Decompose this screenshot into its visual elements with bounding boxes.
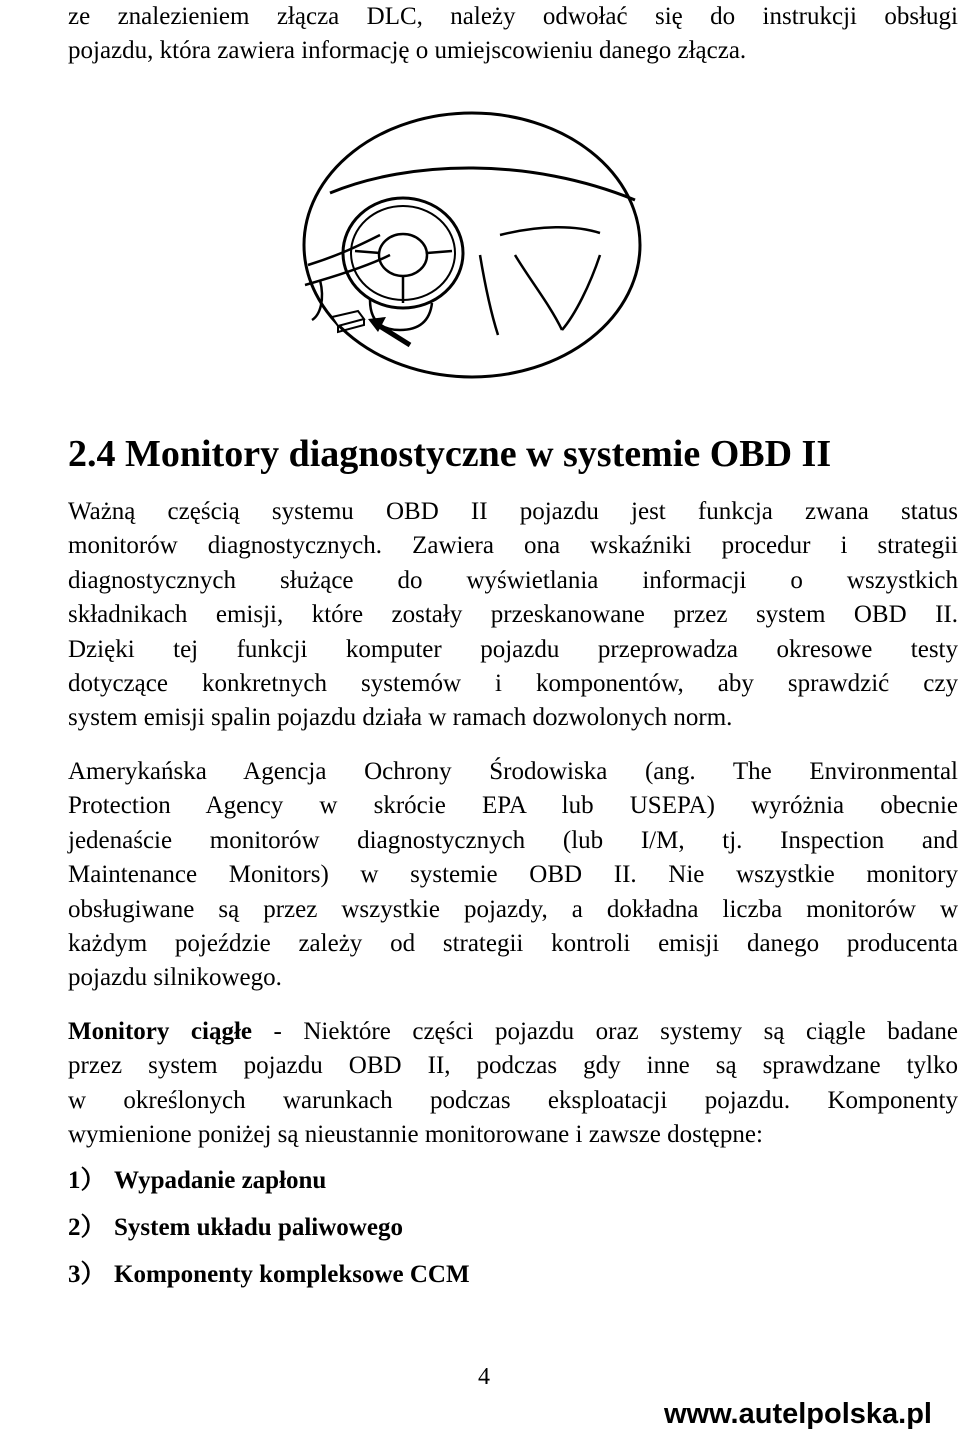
paragraph-line: jedenaście monitorów diagnostycznych (lub I/M, tj. Inspection and <box>68 826 958 854</box>
paragraph-line: Dzięki tej funkcji komputer pojazdu przeprowadza okresowe testy <box>68 635 958 663</box>
paragraph-diagnostic-monitors <box>68 495 958 736</box>
paragraph-line: każdym pojeździe zależy od strategii kontroli emisji danego producenta <box>68 930 958 958</box>
continuous-monitors-term: Monitory ciągłe <box>68 1018 252 1045</box>
paragraph-line: Protection Agency w skrócie EPA lub USEPA) wyróżnia obecnie <box>68 792 958 820</box>
paragraph-line: przez system pojazdu OBD II, podczas gdy inne są sprawdzane tylko <box>68 1052 958 1080</box>
paragraph-line-text: - Niektóre części pojazdu oraz systemy są ciągle badane <box>251 1018 958 1045</box>
paragraph-line: wymienione poniżej są nieustannie monitorowane i zawsze dostępne: <box>68 1121 763 1149</box>
paragraph-line: pojazdu silnikowego. <box>68 964 282 992</box>
paragraph-line: w określonych warunkach podczas eksploatacji pojazdu. Komponenty <box>68 1086 958 1114</box>
paragraph-line: monitorów diagnostycznych. Zawiera ona wskaźniki procedur i strategii <box>68 532 958 560</box>
steering-wheel-dlc-location-icon <box>300 105 645 395</box>
paragraph-line: Amerykańska Agencja Ochrony Środowiska (ang. The Environmental <box>68 758 958 785</box>
list-item-number: 1） <box>68 1167 106 1194</box>
paragraph-line: obsługiwane są przez wszystkie pojazdy, a dokładna liczba monitorów w <box>68 895 958 923</box>
paragraph-line: diagnostycznych służące do wyświetlania informacji o wszystkich <box>68 566 958 594</box>
intro-line-2: pojazdu, która zawiera informację o umiejscowieniu danego złącza. <box>68 37 747 64</box>
paragraph-line: Ważną częścią systemu OBD II pojazdu jest funkcja zwana status <box>68 498 958 525</box>
list-item-number: 2） <box>68 1214 106 1241</box>
list-item-label: System układu paliwowego <box>114 1214 403 1241</box>
list-item <box>68 1258 470 1292</box>
paragraph-line: dotyczące konkretnych systemów i komponentów, aby sprawdzić czy <box>68 670 958 698</box>
paragraph-line <box>68 1015 958 1049</box>
list-item <box>68 1164 326 1198</box>
list-item-number: 3） <box>68 1261 106 1288</box>
list-item-label: Komponenty kompleksowe CCM <box>114 1261 470 1288</box>
paragraph-line: Maintenance Monitors) w systemie OBD II. Nie wszystkie monitory <box>68 861 958 889</box>
paragraph-epa <box>68 755 958 996</box>
paragraph-continuous-monitors <box>68 1015 958 1153</box>
list-item <box>68 1211 403 1245</box>
list-item-label: Wypadanie zapłonu <box>114 1167 327 1194</box>
page-number: 4 <box>478 1364 490 1390</box>
section-heading: 2.4 Monitory diagnostyczne w systemie OBD II <box>68 433 832 475</box>
footer-website: www.autelpolska.pl <box>663 1398 932 1430</box>
intro-line-1: ze znalezieniem złącza DLC, należy odwołać się do instrukcji obsługi <box>68 3 958 30</box>
paragraph-line: system emisji spalin pojazdu działa w ramach dozwolonych norm. <box>68 704 733 732</box>
paragraph-line: składnikach emisji, które zostały przeskanowane przez system OBD II. <box>68 601 958 629</box>
